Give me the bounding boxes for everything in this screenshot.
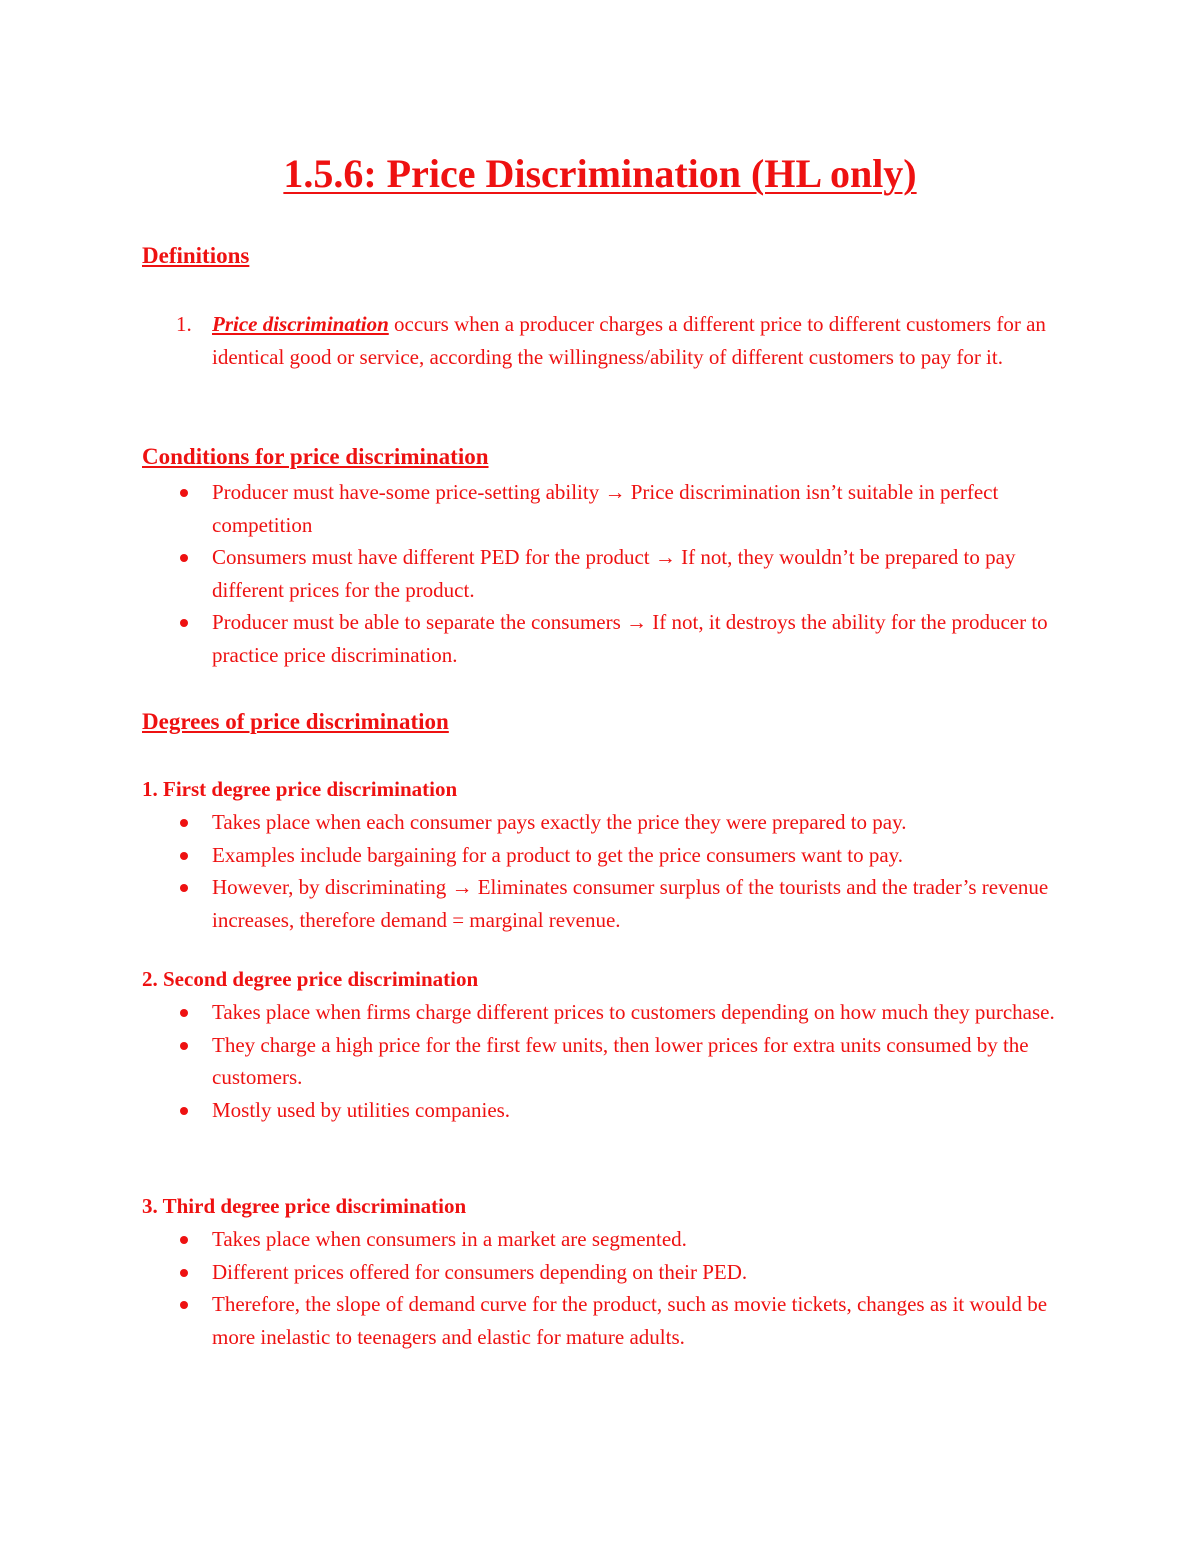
list-item [142, 1223, 1072, 1256]
condition-text: Consumers must have different PED for the product → If not, they wouldn’t be prepared to pay different prices for the product. [212, 545, 1016, 602]
condition-text: Producer must have-some price-setting ability → Price discrimination isn’t suitable in perfect competition [212, 480, 999, 537]
bullet-icon [180, 1301, 188, 1309]
third-degree-list [142, 1223, 1072, 1353]
bullet-icon [180, 1009, 188, 1017]
item-text: Takes place when firms charge different prices to customers depending on how much they purchase. [212, 1000, 1055, 1024]
list-item [142, 1094, 1072, 1127]
bullet-icon [180, 1236, 188, 1244]
definition-item [142, 308, 1072, 373]
bullet-icon [180, 884, 188, 892]
item-text: Different prices offered for consumers depending on their PED. [212, 1259, 748, 1284]
item-text: Takes place when consumers in a market are segmented. [212, 1227, 687, 1251]
list-item [142, 871, 1072, 936]
definition-term: Price discrimination [212, 312, 389, 336]
bullet-icon [180, 1269, 188, 1277]
first-degree-list [142, 806, 1072, 936]
page-title: 1.5.6: Price Discrimination (HL only) [283, 151, 917, 196]
bullet-icon [180, 1042, 188, 1050]
list-item [142, 541, 1072, 606]
list-item [142, 839, 1072, 872]
third-degree-heading: 3. Third degree price discrimination [142, 1194, 467, 1218]
list-item [142, 1288, 1072, 1353]
list-item [142, 476, 1072, 541]
bullet-icon [180, 489, 188, 497]
condition-text: Producer must be able to separate the consumers → If not, it destroys the ability for the producer to practice price discrimination. [212, 610, 1048, 667]
item-text: Mostly used by utilities companies. [212, 1097, 511, 1122]
second-degree-list [142, 996, 1072, 1126]
list-item [142, 806, 1072, 839]
list-item [142, 996, 1072, 1029]
item-text: Takes place when each consumer pays exactly the price they were prepared to pay. [212, 810, 907, 834]
definition-text: occurs when a producer charges a different price to different customers for an identical good or service, according the willingness/ability of different customers to pay for it. [212, 312, 1046, 369]
definitions-heading: Definitions [142, 243, 250, 268]
list-item [142, 606, 1072, 671]
item-text: Therefore, the slope of demand curve for the product, such as movie tickets, changes as it would be more inelastic to teenagers and elastic for mature adults. [212, 1292, 1048, 1349]
conditions-heading: Conditions for price discrimination [142, 444, 489, 469]
bullet-icon [180, 852, 188, 860]
item-text: Examples include bargaining for a product to get the price consumers want to pay. [212, 842, 904, 867]
list-item [142, 1029, 1072, 1094]
first-degree-heading: 1. First degree price discrimination [142, 777, 458, 801]
item-text: They charge a high price for the first few units, then lower prices for extra units consumed by the customers. [212, 1032, 1029, 1089]
item-text: However, by discriminating → Eliminates consumer surplus of the tourists and the trader’s revenue increases, therefore demand = marginal revenue. [212, 875, 1049, 932]
definition-number: 1. [176, 312, 192, 336]
second-degree-heading: 2. Second degree price discrimination [142, 967, 479, 991]
bullet-icon [180, 1107, 188, 1115]
bullet-icon [180, 819, 188, 827]
conditions-list [142, 476, 1072, 671]
bullet-icon [180, 554, 188, 562]
definitions-list [142, 308, 1072, 373]
list-item [142, 1256, 1072, 1289]
degrees-heading: Degrees of price discrimination [142, 709, 449, 734]
bullet-icon [180, 619, 188, 627]
